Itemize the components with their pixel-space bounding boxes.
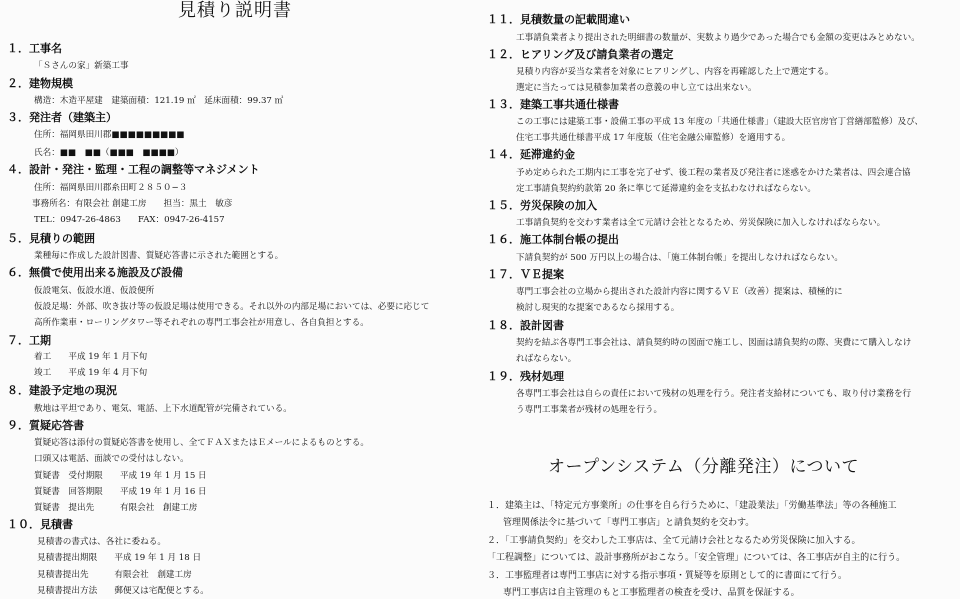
section-title: １８．設計図書 — [487, 319, 564, 332]
section-text: 敷地は平坦であり、電気、電話、上下水道配管が完備されている。 — [34, 404, 292, 414]
section-title: １．工事名 — [7, 42, 62, 55]
section-text: 住宅工事共通仕様書平成 17 年度版（住宅金融公庫監修）を適用する。 — [516, 133, 791, 143]
section-text: う専門工事業者が残材の処理を行う。 — [516, 405, 663, 415]
section-title: ４．設計・発注・監理・工程の調整等マネジメント — [7, 163, 260, 176]
section-text: 質疑書 受付期限 平成 19 年 1 月 15 日 — [34, 471, 207, 481]
section-title: ３．発注者（建築主） — [7, 111, 117, 124]
section-text: 氏名：■■ ■■（■■■ ■■■■） — [34, 148, 184, 158]
section-text: 見積り内容が妥当な業者を対象にヒアリングし、内容を再確認した上で選定する。 — [516, 67, 834, 77]
section-text: 下請負契約が 500 万円以上の場合は、「施工体制台帳」を提出しなければならない。 — [516, 253, 843, 263]
section-text: 仮設足場：外部、吹き抜け等の仮設足場は使用できる。それ以外の内部足場においては、必要に応じて — [34, 302, 430, 312]
section-text: 事務所名：有限会社 創建工房 担当：黒土 敏彦 — [32, 199, 233, 209]
section-title: １１．見積数量の記載間違い — [487, 13, 630, 26]
list-item: ３．工事監理者は専門工事店に対する指示事項・質疑等を原則として的に書面にて行う。 — [487, 571, 848, 581]
section-text: 住所：福岡県田川郡■■■■■■■■■ — [34, 130, 185, 140]
section-text: 質疑書 提出先 有限会社 創建工房 — [34, 503, 198, 513]
section-text: 高所作業車・ローリングタワー等それぞれの専門工事会社が用意し、各自負担とする。 — [34, 318, 369, 328]
section-title: １０．見積書 — [7, 518, 73, 531]
list-item: ２．「工事請負契約」を交わした工事店は、全て元請け会社となるため労災保険に加入する。 — [487, 536, 861, 546]
section-title: ６．無償で使用出来る施設及び設備 — [7, 266, 183, 279]
section-title: １７．ＶＥ提案 — [487, 268, 564, 281]
list-item: 「工程調整」については、設計事務所がおこなう。「安全管理」については、各工事店が自主的に行う。 — [487, 553, 906, 563]
section-title: ７．工期 — [7, 334, 51, 347]
section-title: ５．見積りの範囲 — [7, 232, 95, 245]
section-text: 口頭又は電話、面談での受付はしない。 — [34, 454, 189, 464]
section-text: この工事には建築工事・設備工事の平成 13 年度の「共通仕様書」（建設大臣官房官丁営繕部監修）及び、 — [516, 117, 924, 127]
list-item: 専門工事店は自主管理のもと工事監理者の検査を受け、品質を保証する。 — [503, 588, 800, 598]
section-text: 質疑応答は添付の質疑応答書を使用し、全てＦＡＸまたはＥメールによるものとする。 — [34, 438, 369, 448]
section-text: 見積書提出先 有限会社 創建工房 — [37, 570, 192, 580]
section-title: １９．残材処理 — [487, 370, 564, 383]
document-title: 見積り説明書 — [178, 0, 292, 21]
section-title: １３．建築工事共通仕様書 — [487, 98, 619, 111]
section-title: ９．質疑応答書 — [7, 419, 84, 432]
section-title: １２．ヒアリング及び請負業者の選定 — [487, 48, 674, 61]
section-text: 見積書提出期限 平成 19 年 1 月 18 日 — [37, 553, 202, 563]
section-text: 予め定められた工期内に工事を完了せず、後工程の業者及び発注者に迷惑をかけた業者は、四会連合協 — [516, 168, 911, 178]
open-system-title: オープンシステム（分離発注）について — [548, 457, 860, 477]
section-text: 専門工事会社の立場から提出された設計内容に関するＶＥ（改善）提案は、積極的に — [516, 287, 843, 297]
section-title: ２．建物規模 — [7, 77, 73, 90]
section-text: 着工 平成 19 年 1 月下旬 — [34, 352, 148, 362]
section-text: 見積書の書式は、各社に委ねる。 — [37, 537, 166, 547]
section-text: ればならない。 — [516, 354, 577, 364]
list-item: １．建築主は、「特定元方事業所」の仕事を自ら行うために、「建設業法」「労働基準法」等の各種施工 — [487, 501, 897, 511]
section-text: 契約を結ぶ各専門工事会社は、請負契約時の図面で施工し、図面は請負契約の際、実費にて購入しなけ — [516, 338, 912, 348]
section-title: １５．労災保険の加入 — [487, 199, 597, 212]
section-text: TEL：0947-26-4863 FAX：0947-26-4157 — [34, 215, 225, 225]
section-text: 竣工 平成 19 年 4 月下旬 — [34, 368, 148, 378]
section-text: 選定に当たっては見積参加業者の意義の申し立ては出来ない。 — [516, 83, 757, 93]
section-text: 各専門工事会社は自らの責任において残材の処理を行う。発注者支給材についても、取り付け業務を行 — [516, 389, 912, 399]
section-text: 検討し現実的な提案であるなら採用する。 — [516, 303, 680, 313]
section-text: 住所：福岡県田川郡糸田町２８５０−３ — [34, 183, 188, 193]
section-text: 業種毎に作成した設計図書、質疑応答書に示された範囲とする。 — [34, 251, 284, 261]
section-text: 質疑書 回答期限 平成 19 年 1 月 16 日 — [34, 487, 207, 497]
section-title: １６．施工体制台帳の提出 — [487, 233, 619, 246]
section-title: ８．建設予定地の現況 — [7, 384, 117, 397]
section-text: 「Ｓさんの家」新築工事 — [34, 61, 129, 71]
section-text: 工事請負契約を交わす業者は全て元請け会社となるため、労災保険に加入しなければならない。 — [516, 218, 886, 228]
section-text: 定工事請負契約約款第 20 条に準じて延滞違約金を支払わなければならない。 — [516, 184, 816, 194]
list-item: 管理関係法令に基づいて「専門工事店」と請負契約を交わす。 — [503, 518, 755, 528]
section-text: 構造：木造平屋建 建築面積：121.19 ㎡ 延床面積：99.37 ㎡ — [34, 96, 284, 106]
section-text: 見積書提出方法 郵便又は宅配便とする。 — [37, 586, 209, 596]
section-text: 工事請負業者より提出された明細書の数量が、実数より過少であった場合でも金額の変更はみとめない。 — [516, 33, 920, 43]
section-title: １４．延滞違約金 — [487, 148, 575, 161]
section-text: 仮設電気、仮設水道、仮設便所 — [34, 286, 155, 296]
